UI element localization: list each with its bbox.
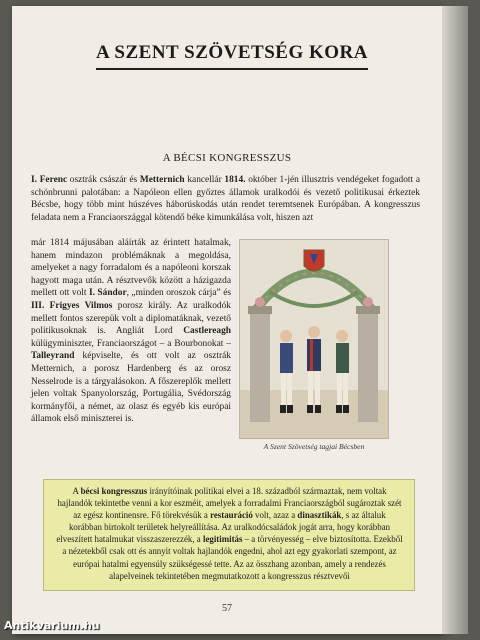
box-text-4: , s az általuk korábban birtokolt területek helyreállítása. Az uralkodócsaládok jogát arra, hogy korábban elveszített hatalmukat visszaszerezzék, a [56, 510, 391, 545]
illustration-caption: A Szent Szövetség tagjai Bécsben [263, 442, 365, 451]
bold-legitimitas: legitimitás [202, 534, 243, 545]
left-text-2: , „minden oroszok cárja” és [126, 288, 232, 299]
box-text-1: A [72, 486, 81, 496]
illustration-drawing [240, 240, 388, 438]
left-text-1: már 1814 májusában aláírták az érintett hatalmak, hanem mindazon problémáknak a megoldása, amelyeket a nagy forradalom és a napóleoni korszak hagyott maga után. A résztvevők között a házigazda mellett ott volt [31, 238, 231, 299]
box-text-3: volt, azaz a [252, 510, 298, 521]
left-text-4: külügyminiszter, Franciaországot – a Bourbonokat – [31, 338, 231, 349]
bold-frigyes: III. Frigyes Vilmos [31, 300, 113, 311]
left-column-paragraph [31, 237, 231, 426]
intro-text-1: osztrák császár és [67, 175, 140, 185]
box-text-2: irányítóinak politikai elvei a 18. századból származtak, nem voltak hajlandók tekintetbe venni a kor eszméit, amelyek a forradalmi Franciaországból sugároztak szét az egész kontinensre. Fő törekvésük a [57, 486, 402, 521]
page-title: A SZENT SZÖVETSÉG KORA [96, 42, 368, 70]
intro-text-2: kancellár [184, 175, 225, 185]
page-number: 57 [222, 603, 232, 614]
intro-paragraph [31, 174, 420, 224]
bold-castlereagh: Castlereagh [183, 326, 231, 337]
illustration-holy-alliance [239, 239, 389, 439]
intro-text-3: október 1-jén illusztris vendégeket fogadott a schönbrunni palotában: a Napóleon ellen győztes államok uralkodói és vezető politikusai érkeztek Bécsbe, hogy több mint húszéves háborúskodás után rendet teremtsenek Európában. A kongresszus feladata nem a Franciaországgal kötendő béke kimunkálása volt, hiszen azt [31, 175, 420, 223]
book-page [12, 6, 442, 634]
summary-text [56, 485, 403, 582]
box-text-5: – a törvényesség – elve biztosította. Ezekből a nézetekből csak ott és annyit voltak hajlandók engedni, ahol azt egy gyakorlati szempont, az európai hatalmi egyensúly szükségessé tette. Az az összhang azonban, amely a rendezés alapelveinek tekintetében megmutatkozott a kongresszus résztvevői [62, 534, 403, 581]
bold-metternich: Metternich [139, 175, 185, 185]
bold-talleyrand: Talleyrand [31, 351, 75, 362]
title-block [52, 42, 412, 70]
bold-restauracio: restauráció [210, 510, 253, 521]
bold-sandor: I. Sándor [88, 288, 127, 299]
watermark: Antikvarium.hu [4, 619, 100, 632]
bold-becsi-kongresszus: bécsi kongresszus [80, 486, 148, 496]
bold-dinasztikak: dinasztikák [297, 510, 342, 521]
page-edge [442, 6, 468, 634]
left-text-3: porosz király. Az uralkodók mellett fontos szerepük volt a diplomatáknak, vezető politikusoknak is. Angliát Lord [31, 300, 231, 337]
section-heading: A BÉCSI KONGRESSZUS [162, 152, 292, 164]
left-text-5: képviselte, és ott volt az osztrák Metternich, a porosz Hardenberg és az orosz Nesselrode is a tárgyalásokon. A főszereplők mellett jelen voltak Spanyolország, Portugália, Svédország kormányfői, a német, az olasz és egyéb kis európai államok első miniszterei is. [31, 351, 231, 425]
bold-ferenc: I. Ferenc [31, 175, 68, 185]
summary-box [43, 479, 415, 591]
bold-year: 1814. [224, 175, 246, 185]
